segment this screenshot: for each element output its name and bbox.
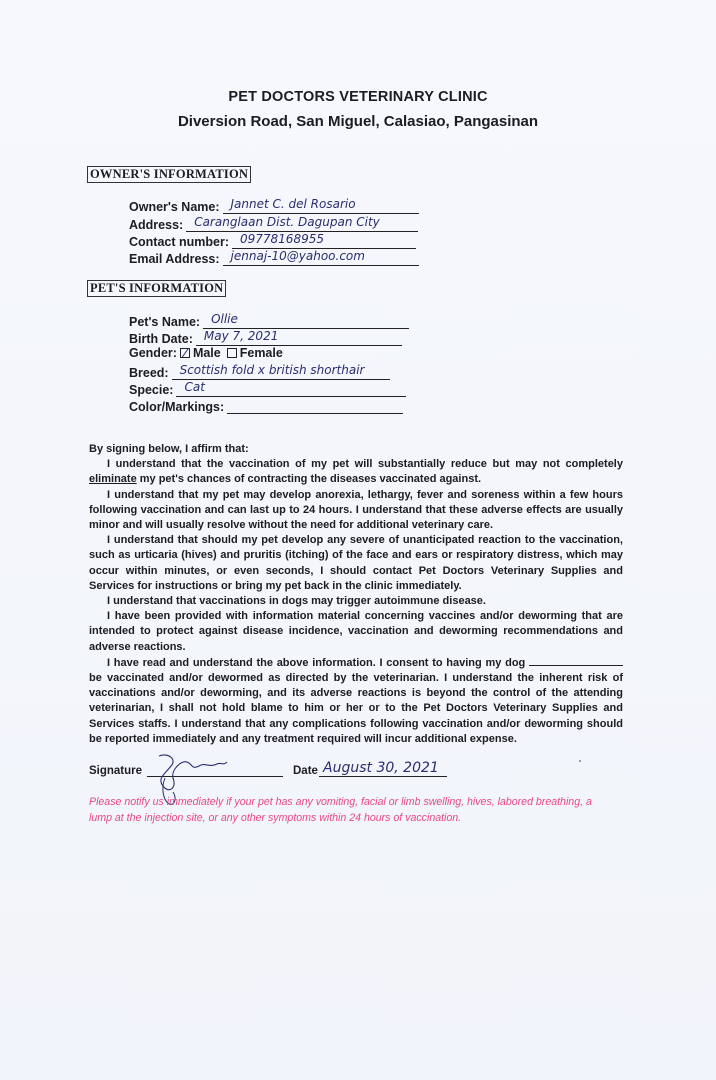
color-markings-label: Color/Markings: bbox=[129, 400, 225, 414]
owner-email-field[interactable]: jennaj-10@yahoo.com bbox=[223, 248, 419, 266]
owner-address-row bbox=[129, 214, 418, 232]
owner-section-title: OWNER'S INFORMATION bbox=[87, 166, 251, 183]
specie-label: Specie: bbox=[129, 383, 174, 397]
breed-field[interactable]: Scottish fold x british shorthair bbox=[172, 362, 390, 380]
owner-address-field[interactable]: Caranglaan Dist. Dagupan City bbox=[186, 214, 418, 232]
affirmation-paragraph-2: I understand that my pet may develop anorexia, lethargy, fever and soreness within a few hours following vaccination and can last up to 24 hours. I understand that these adverse effects are usually minor and will usually resolve without the need for additional veterinary care. bbox=[89, 488, 623, 532]
signature-field[interactable] bbox=[147, 762, 283, 777]
specie-row bbox=[129, 379, 406, 397]
affirmation-p6-pre: I have read and understand the above information. I consent to having my dog bbox=[107, 656, 529, 669]
affirmation-paragraph-5: I have been provided with information material concerning vaccines and/or deworming that are intended to protect against disease incidence, vaccination and deworming recommendations and adverse reactions. bbox=[89, 610, 623, 653]
signature-row bbox=[89, 760, 689, 780]
birth-date-label: Birth Date: bbox=[129, 332, 193, 346]
date-field[interactable]: August 30, 2021 bbox=[319, 760, 447, 777]
clinic-address: Diversion Road, San Miguel, Calasiao, Pangasinan bbox=[177, 113, 539, 130]
owner-name-row bbox=[129, 196, 419, 214]
signature-label: Signature bbox=[89, 765, 143, 777]
gender-row bbox=[129, 346, 283, 360]
pet-name-label: Pet's Name: bbox=[129, 315, 201, 329]
affirmation-p6-post: be vaccinated and/or dewormed as directed by the veterinarian. I understand the inherent risk of vaccinations and/or deworming, and its adverse reactions is beyond the control of the attending veterinarian, I shall not hold blame to him or her or to the Pet Doctors Veterinary Supplies and Services staffs. I understand that any complications following vaccination and/or deworming should be reported immediately and any treatment required will incur additional expense. bbox=[89, 672, 623, 745]
affirmation-p1-post: my pet's chances of contracting the diseases vaccinated against. bbox=[136, 473, 482, 486]
owner-contact-row bbox=[129, 231, 416, 249]
color-markings-row bbox=[129, 396, 403, 414]
affirmation-p1-emphasis: eliminate bbox=[89, 473, 137, 486]
pet-section-title: PET'S INFORMATION bbox=[87, 280, 226, 297]
male-checkbox[interactable] bbox=[180, 348, 190, 358]
birth-date-row bbox=[129, 328, 402, 346]
breed-row bbox=[129, 362, 390, 380]
pet-name-field[interactable]: Ollie bbox=[203, 311, 409, 329]
owner-email-row bbox=[129, 248, 419, 266]
owner-contact-label: Contact number: bbox=[129, 235, 229, 249]
affirmation-intro: By signing below, I affirm that: bbox=[89, 443, 249, 455]
stray-mark bbox=[579, 760, 581, 762]
gender-label: Gender: bbox=[129, 346, 177, 360]
owner-address-label: Address: bbox=[129, 218, 184, 232]
affirmation-paragraph-3: I understand that should my pet develop any severe of unanticipated reaction to the vaccination, such as urticaria (hives) and pruritis (itching) of the face and ears or respiratory distress, which may occur within minutes, or even seconds, I should contact Pet Doctors Veterinary Supplies and Services for instructions or bring my pet back in the clinic immediately. bbox=[89, 534, 623, 592]
female-checkbox[interactable] bbox=[227, 348, 237, 358]
affirmation-paragraph-4: I understand that vaccinations in dogs may trigger autoimmune disease. bbox=[107, 595, 486, 608]
pet-name-row bbox=[129, 311, 409, 329]
owner-name-label: Owner's Name: bbox=[129, 200, 220, 214]
owner-name-field[interactable]: Jannet C. del Rosario bbox=[223, 196, 419, 214]
affirmation-text bbox=[89, 442, 623, 747]
male-option-label: Male bbox=[192, 346, 221, 360]
owner-email-label: Email Address: bbox=[129, 252, 220, 266]
dog-name-blank[interactable] bbox=[529, 655, 623, 666]
color-markings-field[interactable] bbox=[227, 396, 403, 414]
owner-contact-field[interactable]: 09778168955 bbox=[232, 231, 416, 249]
clinic-name: PET DOCTORS VETERINARY CLINIC bbox=[228, 89, 488, 105]
date-label: Date bbox=[293, 765, 318, 777]
affirmation-p1-pre: I understand that the vaccination of my pet will substantially reduce but may not completely bbox=[107, 458, 623, 471]
female-option-label: Female bbox=[239, 346, 283, 360]
affirmation-paragraph-1 bbox=[89, 457, 623, 487]
specie-field[interactable]: Cat bbox=[176, 379, 406, 397]
breed-label: Breed: bbox=[129, 366, 169, 380]
post-vaccination-notice: Please notify us immediately if your pet has any vomiting, facial or limb swelling, hives, labored breathing, a lump at the injection site, or any other symptoms within 24 hours of vaccination. bbox=[89, 796, 592, 824]
birth-date-field[interactable]: May 7, 2021 bbox=[196, 328, 402, 346]
affirmation-paragraph-6 bbox=[89, 655, 623, 747]
